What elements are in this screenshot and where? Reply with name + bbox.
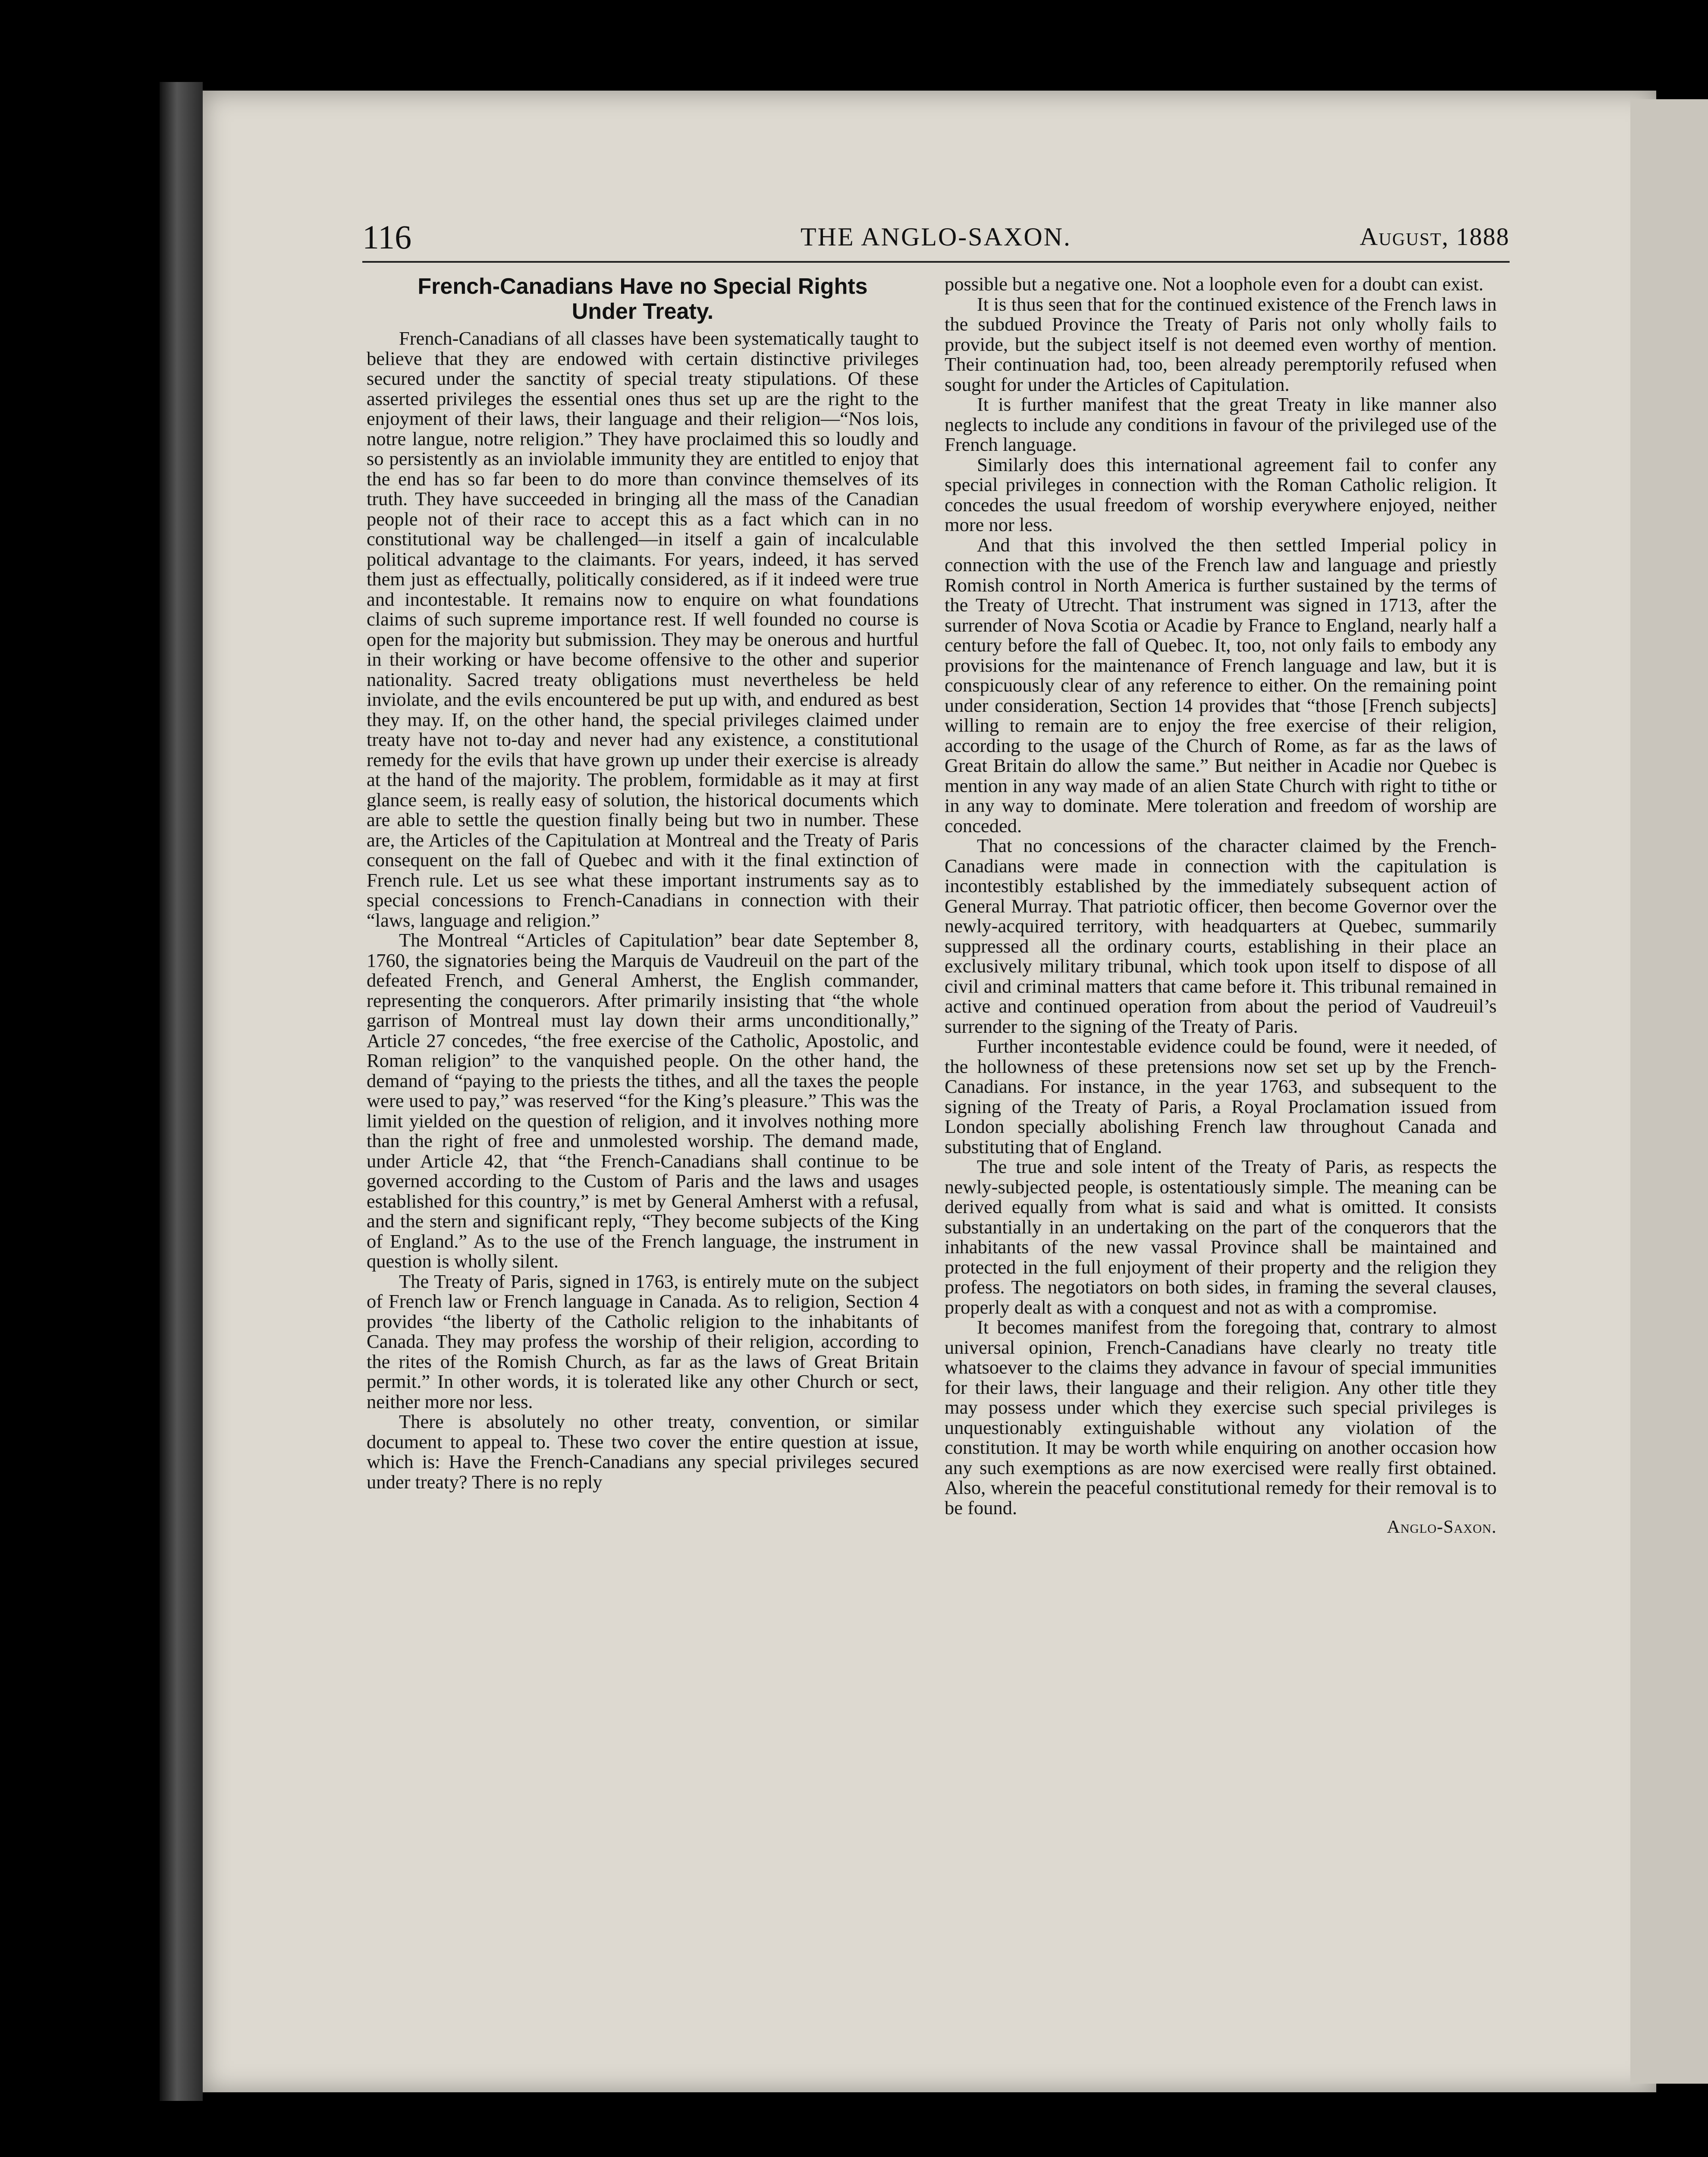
running-header <box>362 218 1510 257</box>
paragraph: The Treaty of Paris, signed in 1763, is entirely mute on the subject of French law or French language in Canada. As to religion, Section 4 provides “the liberty of the Catholic religion to the inhabitants of Canada. They may profess the worship of their religion, according to the rites of the Romish Church, as far as the laws of Great Britain permit.” In other words, it is tolerated like any other Church or sect, neither more nor less. <box>367 1270 919 1412</box>
paragraph: It is further manifest that the great Treaty in like manner also neglects to include any conditions in favour of the privileged use of the French language. <box>945 393 1497 455</box>
paragraph: French-Canadians of all classes have been systematically taught to believe that they are endowed with certain distinctive privileges secured under the sanctity of special treaty stipulations. Of these asserted privileges the essential ones thus set up are the right to the enjoyment of their laws, their language and their religion—“Nos lois, notre langue, notre religion.” They have proclaimed this so loudly and so persistently as an inviolable immunity they are entitled to enjoy that the end has so far been to do more than convince themselves of its truth. They have succeeded in bringing all the mass of the Canadian people not of their race to accept this as a fact which can in no constitutional way be challenged—in itself a gain of incalculable political advantage to the claimants. For years, indeed, it has served them just as effectually, politically considered, as if it indeed were true and incontestable. It remains now to enquire on what foundations claims of such supreme importance rest. If well founded no course is open for the majority but submission. They may be onerous and hurtful in their working or have become offensive to the other and superior nationality. Sacred treaty obligations must nevertheless be held inviolate, and the evils encountered be put up with, and endured as best they may. If, on the other hand, the special privileges claimed under treaty have not to-day and never had any existence, a constitutional remedy for the evils that have grown up under their exercise is already at the hand of the majority. The problem, formidable as it may at first glance seem, is really easy of solution, the historical documents which are able to settle the question finally being but two in number. These are, the Articles of the Capitulation at Montreal and the Treaty of Paris consequent on the fall of Quebec and with it the final extinction of French rule. Let us see what these important instruments say as to special concessions to French-Canadians in connection with their “laws, language and religion.” <box>367 327 919 931</box>
paragraph: possible but a negative one. Not a loophole even for a doubt can exist. <box>945 274 1484 295</box>
article <box>367 274 1501 1900</box>
journal-title: THE ANGLO-SAXON. <box>801 223 1071 251</box>
paragraph: It becomes manifest from the foregoing that, contrary to almost universal opinion, French-Canadians have clearly no treaty title whatsoever to the claims they advance in favour of special immunities for their laws, their language and their religion. Any other title they may possess under which they exercise such special privileges is unquestionably extinguishable without any violation of the constitution. It may be worth while enquiring on another occasion how any such exemptions as are now exercised were really first obtained. Also, wherein the peaceful constitutional remedy for their removal is to be found. <box>945 1316 1497 1519</box>
paragraph: There is absolutely no other treaty, convention, or similar document to appeal to. These two cover the entire question at issue, which is: Have the French-Canadians any special privileges secured under treaty? There is no reply <box>367 1411 919 1493</box>
column-right <box>945 274 1497 1900</box>
article-signature: Anglo-Saxon. <box>1387 1517 1497 1537</box>
header-rule <box>362 261 1510 263</box>
paragraph: And that this involved the then settled Imperial policy in connection with the use of the French law and language and priestly Romish control in North America is further sustained by the terms of the Treaty of Utrecht. That instrument was signed in 1713, after the surrender of Nova Scotia or Acadie by France to England, nearly half a century before the fall of Quebec. It, too, not only fails to embody any provisions for the maintenance of French language and law, but it is conspicuously clear of any reference to either. On the remaining point under consideration, Section 14 provides that “those [French subjects] willing to remain are to enjoy the free exercise of their religion, according to the usage of the Church of Rome, as far as the laws of Great Britain do allow the same.” But neither in Acadie nor Quebec is mention in any way made of an alien State Church with right to tithe or in any way to dominate. Mere toleration and freedom of worship are conceded. <box>945 534 1497 836</box>
issue-date: August, 1888 <box>1359 223 1510 251</box>
paragraph: It is thus seen that for the continued existence of the French laws in the subdued Province the Treaty of Paris not only wholly fails to provide, but the subject itself is not deemed even worthy of mention. Their continuation had, too, been already peremptorily refused when sought for under the Articles of Capitulation. <box>945 293 1497 395</box>
article-title: French-Canadians Have no Special Rights Under Treaty. <box>418 274 868 324</box>
paragraph: Similarly does this international agreement fail to confer any special privileges in connection with the Roman Catholic religion. It concedes the usual freedom of worship everywhere enjoyed, neither more nor less. <box>945 453 1497 535</box>
facing-page-edge <box>1630 99 1708 2084</box>
paragraph: Further incontestable evidence could be found, were it needed, of the hollowness of these pretensions now set set up by the French-Canadians. For instance, in the year 1763, and subsequent to the signing of the Treaty of Paris, a Royal Proclamation issued from London specially abolishing French law throughout Canada and substituting that of England. <box>945 1035 1497 1157</box>
book-spine <box>160 82 203 2101</box>
page-number: 116 <box>362 218 412 256</box>
paragraph: The true and sole intent of the Treaty of Paris, as respects the newly-subjected people, is ostentatiously simple. The meaning can be derived equally from what is said and what is omitted. It consists substantially in an undertaking on the part of the conquerors that the inhabitants of the new vassal Province shall be maintained and protected in the full enjoyment of their property and the religion they profess. The negotiators on both sides, in framing the several clauses, properly dealt as with a conquest and not as with a compromise. <box>945 1156 1497 1318</box>
paragraph: The Montreal “Articles of Capitulation” bear date September 8, 1760, the signatories being the Marquis de Vaudreuil on the part of the defeated French, and General Amherst, the English commander, representing the conquerors. After primarily insisting that “the whole garrison of Montreal must lay down their arms unconditionally,” Article 27 concedes, “the free exercise of the Catholic, Apostolic, and Roman religion” to the vanquished people. On the other hand, the demand of “paying to the priests the tithes, and all the taxes the people were used to pay,” was reserved “for the King’s pleasure.” This was the limit yielded on the question of religion, and it involves nothing more than the right of free and unmolested worship. The demand made, under Article 42, that “the French-Canadians shall continue to be governed according to the Custom of Paris and the laws and usages established for this country,” is met by General Amherst with a refusal, and the stern and significant reply, “They become subjects of the King of England.” As to the use of the French language, the instrument in question is wholly silent. <box>367 929 919 1272</box>
column-left <box>367 274 919 1900</box>
paragraph: That no concessions of the character claimed by the French-Canadians were made in connection with the capitulation is incontestibly established by the immediately subsequent action of General Murray. That patriotic officer, then become Governor over the newly-acquired territory, with headquarters at Quebec, summarily suppressed all the ordinary courts, establishing in their place an exclusively military tribunal, which took upon itself to dispose of all civil and criminal matters that came before it. This tribunal remained in active and continued operation from about the period of Vaudreuil’s surrender to the signing of the Treaty of Paris. <box>945 835 1497 1037</box>
